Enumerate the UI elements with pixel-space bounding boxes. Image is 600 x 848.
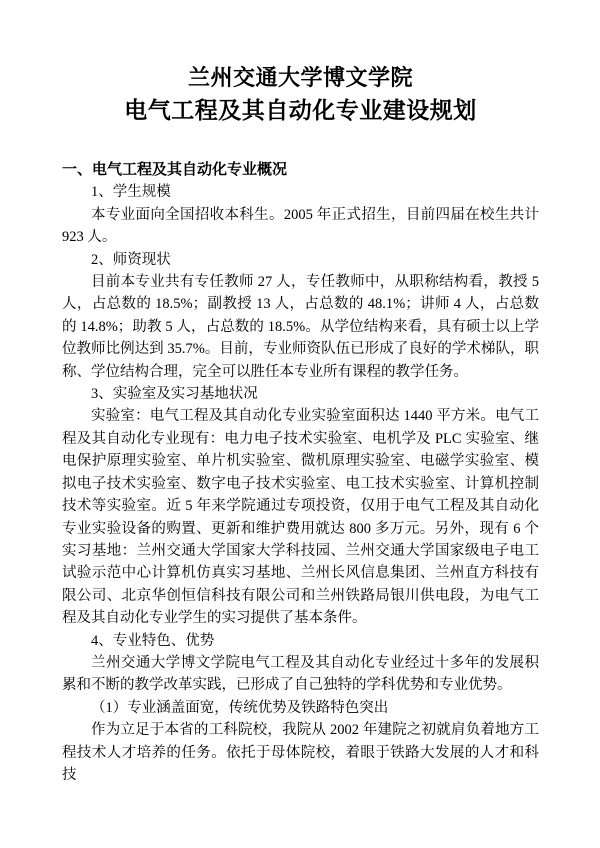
subheading-faculty-status: 2、师资现状 bbox=[91, 251, 171, 268]
subheading-coverage-railway-feature: （1）专业涵盖面宽，传统优势及铁路特色突出 bbox=[91, 699, 389, 716]
paragraph-features-advantages: 兰州交通大学博文学院电气工程及其自动化专业经过十多年的发展积累和不断的教学改革实践，已形成了自己独特的学科优势和专业优势。 bbox=[62, 654, 539, 694]
paragraph-faculty-status: 目前本专业共有专任教师 27 人，专任教师中，从职称结构看，教授 5 人，占总数的 18.5%；副教授 13 人，占总数的 48.1%；讲师 4 人，占总数的 14.8%；助教 5 人，占总数的 18.5%。从学位结构来看，具有硕士以上学位教师比例达到 35.7%。目前，专业师资队伍已形成了良好的学术梯队，职称、学位结构合理，完全可以胜任本专业所有课程的教学任务。 bbox=[62, 274, 539, 380]
section-heading-overview: 一、电气工程及其自动化专业概况 bbox=[62, 162, 288, 178]
document-body bbox=[62, 159, 539, 786]
title-line-2: 电气工程及其自动化专业建设规划 bbox=[124, 97, 477, 123]
document-title bbox=[62, 62, 539, 126]
title-line-1: 兰州交通大学博文学院 bbox=[187, 65, 413, 90]
paragraph-coverage-railway-feature: 作为立足于本省的工科院校，我院从 2002 年建院之初就肩负着地方工程技术人才培养的任务。依托于母体院校，着眼于铁路大发展的人才和科技 bbox=[62, 722, 539, 783]
paragraph-lab-bases: 实验室：电气工程及其自动化专业实验室面积达 1440 平方米。电气工程及其自动化专业现有：电力电子技术实验室、电机学及 PLC 实验室、继电保护原理实验室、单片机实验室、微机原理实验室、电磁学实验室、模拟电子技术实验室、数字电子技术实验室、电工技术实验室、计算机控制技术等实验室。近 5 年来学院通过专项投资，仅用于电气工程及其自动化专业实验设备的购置、更新和维护费用就达 800 多万元。另外，现有 6 个实习基地：兰州交通大学国家大学科技园、兰州交通大学国家级电子电工试验示范中心计算机仿真实习基地、兰州长风信息集团、兰州直方科技有限公司、北京华创恒信科技有限公司和兰州铁路局银川供电段，为电气工程及其自动化专业学生的实习提供了基本条件。 bbox=[62, 408, 539, 627]
subheading-features-advantages: 4、专业特色、优势 bbox=[91, 632, 215, 649]
paragraph-student-scale: 本专业面向全国招收本科生。2005 年正式招生，目前四届在校生共计 923 人。 bbox=[62, 206, 539, 246]
subheading-student-scale: 1、学生规模 bbox=[91, 184, 171, 201]
subheading-lab-bases: 3、实验室及实习基地状况 bbox=[91, 386, 258, 403]
